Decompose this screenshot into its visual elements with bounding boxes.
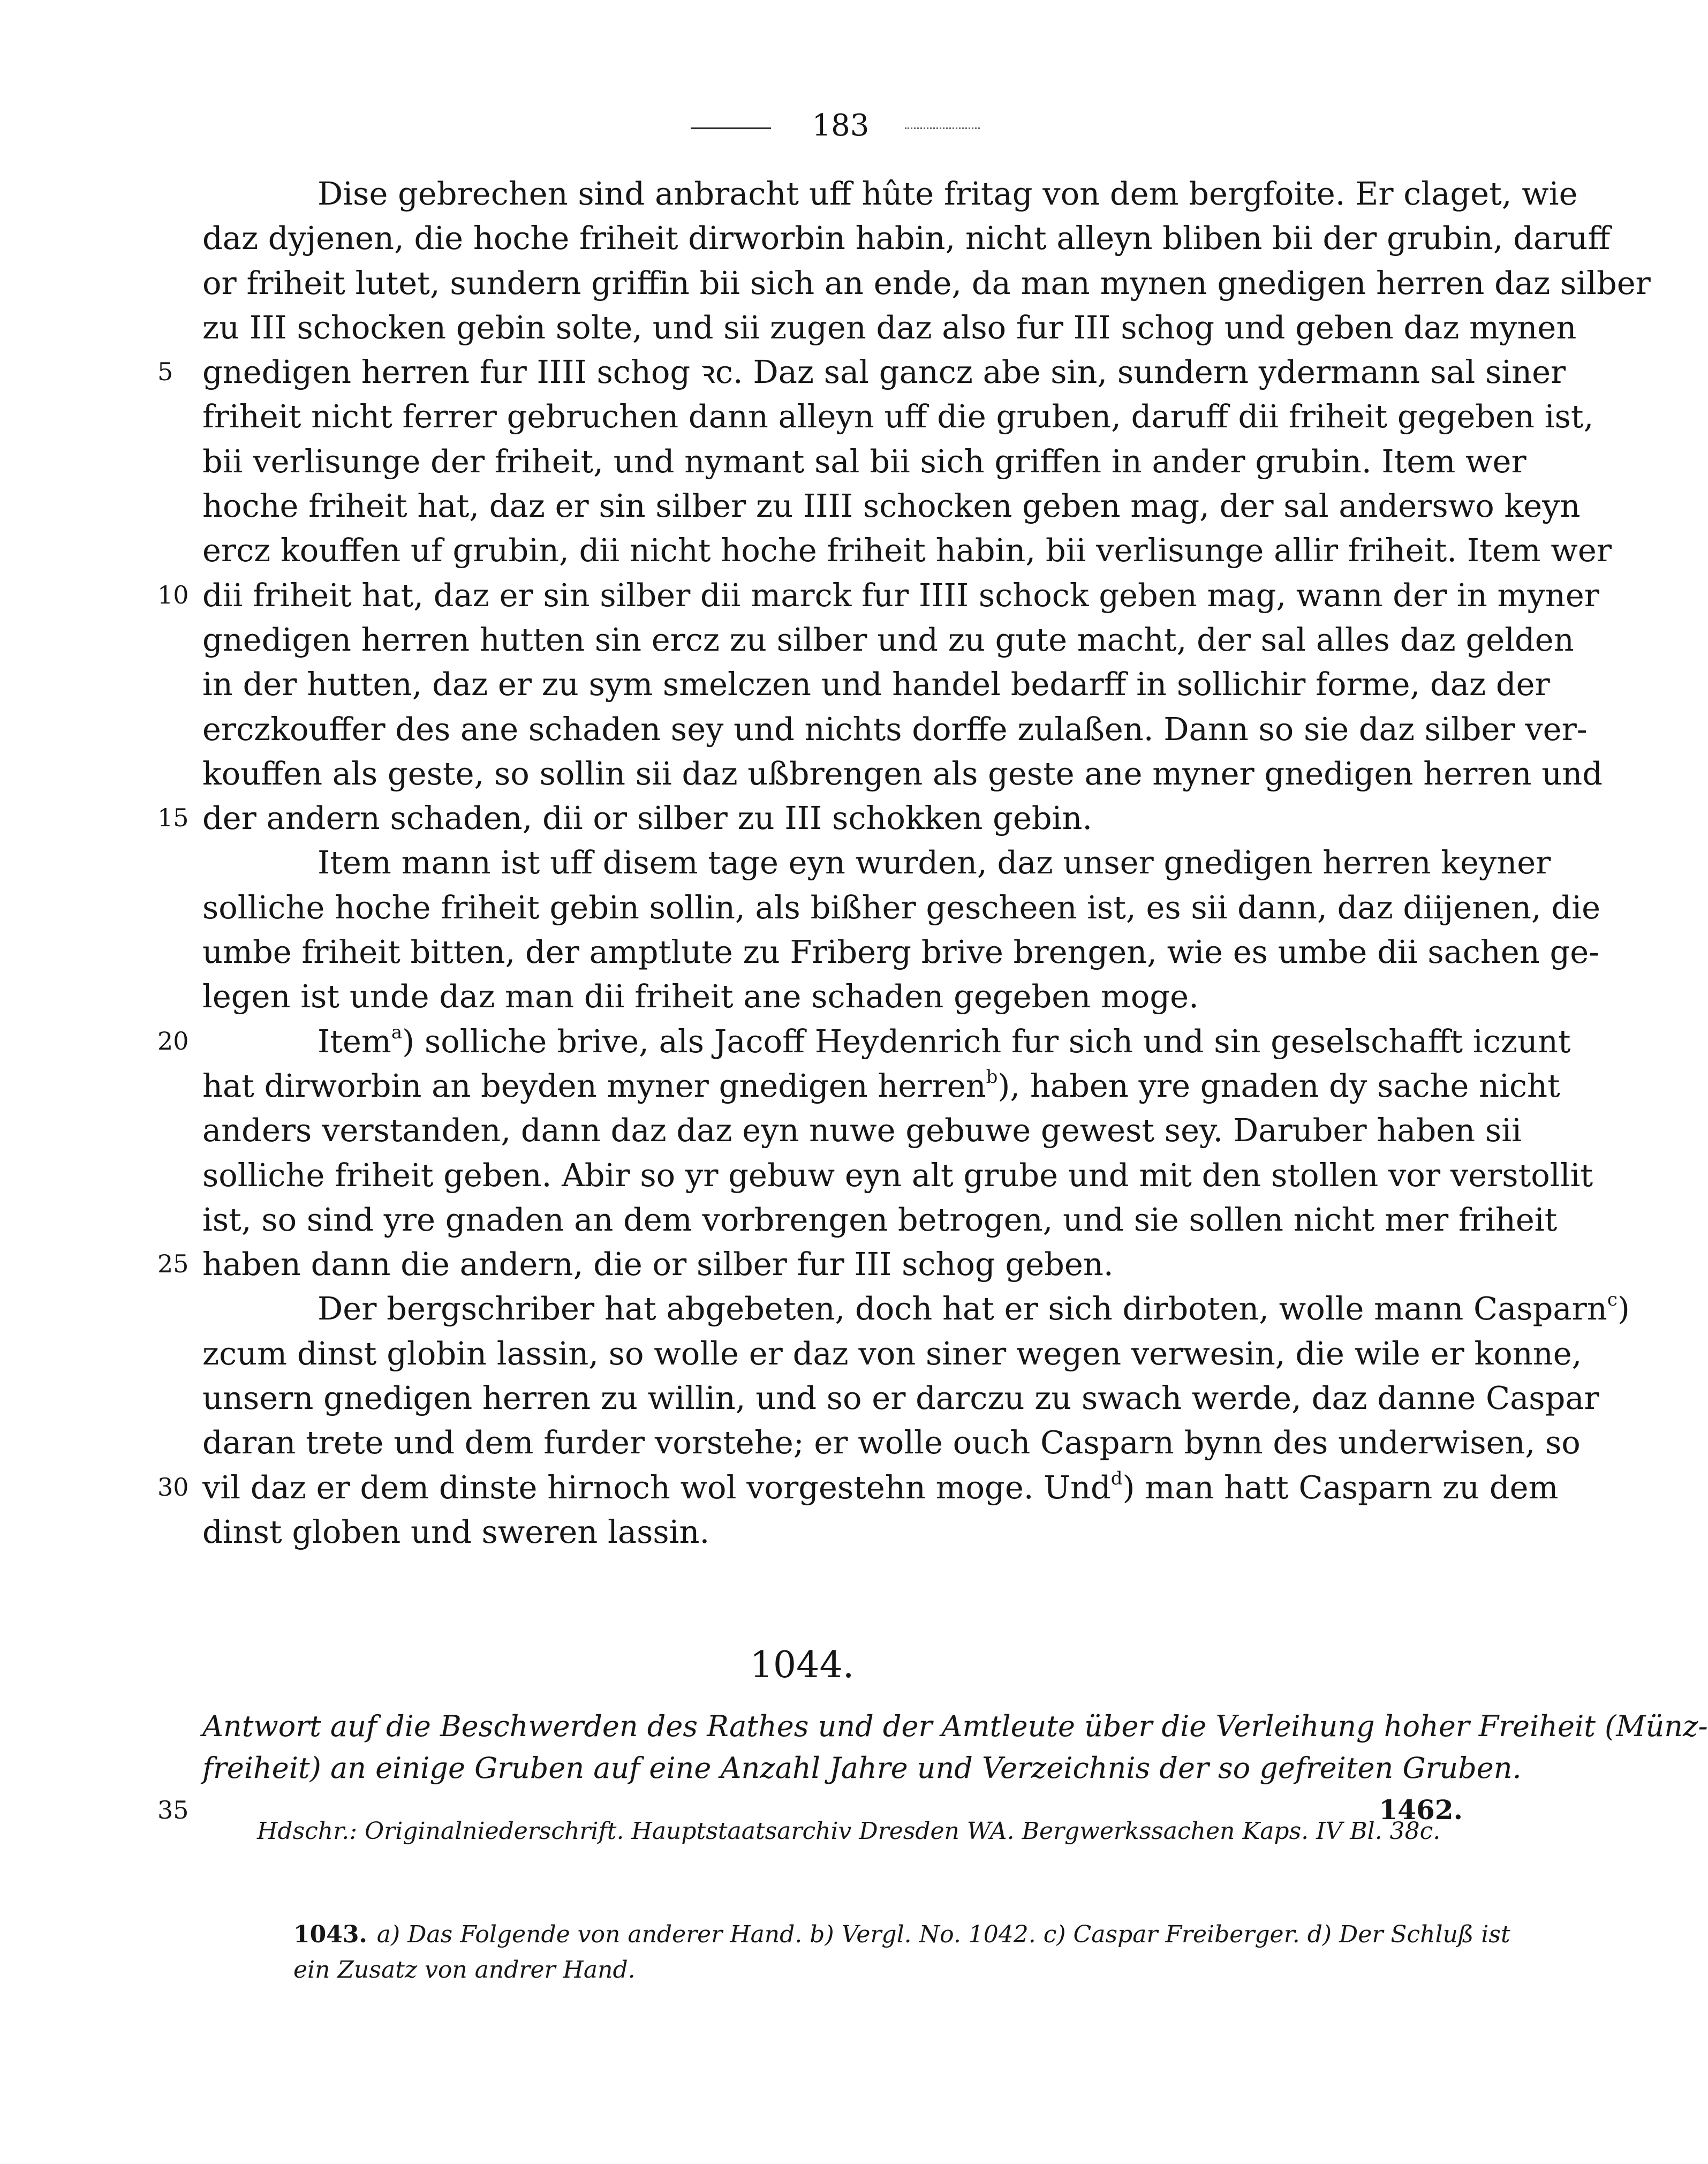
line-text [202, 1420, 1581, 1465]
line-text-segment: umbe friheit bitten, der amptlute zu Friberg brive brengen, wie es umbe dii sachen ge- [202, 933, 1600, 971]
line-text [202, 171, 1578, 216]
line-text [202, 1019, 1571, 1064]
line-text-segment: kouffen als geste, so sollin sii daz ußbrengen als geste ane myner gnedigen herren und [202, 755, 1603, 792]
line-text [202, 439, 1526, 484]
line-text [202, 305, 1577, 350]
footnote-marker: a [391, 1021, 403, 1043]
line-text-segment: ) man hatt Casparn zu dem [1122, 1468, 1559, 1506]
footnote-line [293, 1917, 1510, 1952]
line-number: 30 [157, 1472, 189, 1502]
line-text-segment: gnedigen herren hutten sin ercz zu silber und zu gute macht, der sal alles daz gelden [202, 621, 1574, 658]
line-text-segment: daran trete und dem furder vorstehe; er wolle ouch Casparn bynn des underwisen, so [202, 1424, 1581, 1461]
line-text-segment: or friheit lutet, sundern griffin bii sich an ende, da man mynen gnedigen herren daz silber [202, 264, 1651, 301]
text-line [202, 1153, 1593, 1197]
line-text-segment: Der bergschriber hat abgebeten, doch hat er sich dirboten, wolle mann Casparn [318, 1290, 1607, 1328]
text-line [202, 1286, 1630, 1331]
text-line [202, 885, 1601, 930]
line-text-segment: der andern schaden, dii or silber zu III schokken gebin. [202, 800, 1093, 837]
line-text-segment: solliche hoche friheit gebin sollin, als bißher gescheen ist, es sii dann, daz diijenen, die [202, 888, 1601, 926]
line-text-segment: zcum dinst globin lassin, so wolle er daz von siner wegen verwesin, die wile er konne, [202, 1334, 1582, 1372]
line-text-segment: gnedigen herren fur IIII schog ꝛc. Daz sal gancz abe sin, sundern ydermann sal siner [202, 353, 1566, 391]
document-number: 1044. [750, 1644, 855, 1686]
line-text-segment: haben dann die andern, die or silber fur III schog geben. [202, 1246, 1114, 1283]
text-line [157, 1242, 1463, 1286]
line-text [202, 1064, 1560, 1108]
text-line [202, 974, 1463, 1019]
line-text [202, 974, 1463, 1019]
line-text-segment: ) solliche brive, als Jacoff Heydenrich fur sich und sin geselschafft iczunt [402, 1022, 1571, 1060]
document-year: 1462. [1379, 1794, 1463, 1826]
text-line [202, 439, 1526, 484]
line-text [202, 662, 1550, 706]
text-line [202, 1420, 1581, 1465]
line-text [202, 840, 1551, 885]
document-summary [157, 1706, 1708, 1831]
line-text-segment: vil daz er dem dinste hirnoch wol vorgestehn moge. Und [202, 1468, 1111, 1506]
line-text-segment: erczkouffer des ane schaden sey und nichts dorffe zulaßen. Dann so sie daz silber ver- [202, 710, 1588, 748]
line-text [202, 1286, 1630, 1331]
text-line [202, 840, 1551, 885]
text-line [157, 1465, 1559, 1510]
text-line [202, 305, 1577, 350]
footnote-line [293, 1952, 1463, 1988]
text-line [202, 1331, 1582, 1376]
line-text [202, 216, 1611, 260]
text-line [202, 1510, 1463, 1554]
line-number: 5 [157, 357, 173, 387]
text-line [202, 707, 1588, 751]
line-text-segment: zu III schocken gebin solte, und sii zugen daz also fur III schog und geben daz mynen [202, 308, 1577, 346]
text-line [202, 394, 1594, 439]
line-text [202, 1376, 1599, 1420]
line-text-segment: ) [1617, 1290, 1630, 1328]
text-line [202, 261, 1651, 305]
line-text [202, 617, 1574, 662]
line-number: 10 [157, 580, 189, 609]
main-text [157, 171, 1651, 1554]
footnote-marker: d [1110, 1467, 1123, 1489]
line-text-segment: hoche friheit hat, daz er sin silber zu IIII schocken geben mag, der sal anderswo keyn [202, 487, 1581, 525]
line-text [202, 261, 1651, 305]
line-text-segment: Item [318, 1022, 391, 1060]
line-text-segment: Item mann ist uff disem tage eyn wurden, daz unser gnedigen herren keyner [318, 844, 1551, 881]
text-line [202, 528, 1612, 572]
line-text [202, 573, 1599, 617]
text-line [202, 930, 1600, 974]
header-rule-right [905, 127, 980, 129]
line-text [202, 528, 1612, 572]
summary-line [202, 1706, 1708, 1747]
footnote-marker: c [1607, 1289, 1618, 1311]
text-line [202, 751, 1603, 796]
line-text [202, 1331, 1582, 1376]
line-number: 35 [157, 1796, 189, 1824]
page-number: 183 [812, 108, 870, 143]
text-line [202, 216, 1611, 260]
line-text-segment: solliche friheit geben. Abir so yr gebuw eyn alt grube und mit den stollen vor verstollit [202, 1156, 1593, 1194]
line-text-segment: legen ist unde daz man dii friheit ane schaden gegeben moge. [202, 978, 1199, 1015]
text-line [157, 573, 1599, 617]
text-line [202, 1376, 1599, 1420]
line-text-segment: ), haben yre gnaden dy sache nicht [997, 1067, 1560, 1104]
footnote-text: a) Das Folgende von anderer Hand. b) Vergl. No. 1042. c) Caspar Freiberger. d) Der Schluß ist [376, 1921, 1510, 1948]
header-rule-left [691, 127, 771, 129]
line-text-segment: unsern gnedigen herren zu willin, und so er darczu zu swach werde, daz danne Caspar [202, 1379, 1599, 1417]
line-text [202, 751, 1603, 796]
text-line [157, 350, 1566, 394]
line-text [202, 1242, 1463, 1286]
line-text [202, 350, 1566, 394]
text-line [202, 1064, 1560, 1108]
line-text-segment: friheit nicht ferrer gebruchen dann alleyn uff die gruben, daruff dii friheit gegeben ist, [202, 398, 1594, 435]
line-text-segment: anders verstanden, dann daz daz eyn nuwe gebuwe gewest sey. Daruber haben sii [202, 1112, 1522, 1149]
text-line [202, 617, 1574, 662]
line-text-segment: dii friheit hat, daz er sin silber dii marck fur IIII schock geben mag, wann der in myner [202, 576, 1599, 614]
line-text-segment: hat dirworbin an beyden myner gnedigen herren [202, 1067, 986, 1104]
summary-line [202, 1747, 1522, 1789]
source-citation: Hdschr.: Originalniederschrift. Hauptstaatsarchiv Dresden WA. Bergwerkssachen Kaps. IV Bl. 38c. [257, 1818, 1441, 1845]
text-line [202, 1108, 1522, 1152]
line-text [202, 484, 1581, 528]
footnote-text: ein Zusatz von andrer Hand. [293, 1956, 636, 1984]
summary-text: freiheit) an einige Gruben auf eine Anzahl Jahre und Verzeichnis der so gefreiten Gruben. [202, 1751, 1522, 1785]
footnotes [293, 1917, 1510, 1988]
line-text-segment: dinst globen und sweren lassin. [202, 1513, 710, 1550]
line-number: 15 [157, 803, 189, 833]
line-text-segment: ist, so sind yre gnaden an dem vorbrengen betrogen, und sie sollen nicht mer friheit [202, 1201, 1558, 1238]
footnote-document-number: 1043. [293, 1921, 367, 1948]
text-line [202, 662, 1550, 706]
text-line [202, 171, 1578, 216]
line-text-segment: in der hutten, daz er zu sym smelczen und handel bedarff in sollichir forme, daz der [202, 666, 1550, 703]
line-text [202, 885, 1601, 930]
text-line [202, 484, 1581, 528]
summary-text: Antwort auf die Beschwerden des Rathes und der Amtleute über die Verleihung hoher Freiheit (Münz- [202, 1709, 1708, 1743]
line-number: 20 [157, 1026, 189, 1055]
line-text [202, 1197, 1558, 1242]
line-text-segment: bii verlisunge der friheit, und nymant sal bii sich griffen in ander grubin. Item wer [202, 442, 1526, 480]
text-line [157, 1019, 1571, 1064]
line-number: 25 [157, 1249, 189, 1279]
line-text-segment: Dise gebrechen sind anbracht uff hûte fritag von dem bergfoite. Er claget, wie [318, 175, 1578, 212]
line-text [202, 1153, 1593, 1197]
text-line [202, 1197, 1558, 1242]
line-text-segment: daz dyjenen, die hoche friheit dirworbin habin, nicht alleyn bliben bii der grubin, daruff [202, 220, 1611, 257]
line-text [202, 707, 1588, 751]
line-text [202, 1108, 1522, 1152]
page-header [0, 107, 1604, 145]
line-text [202, 394, 1594, 439]
footnote-marker: b [986, 1066, 998, 1088]
line-text [202, 930, 1600, 974]
line-text [202, 1465, 1559, 1510]
text-line [157, 796, 1463, 840]
line-text [202, 796, 1463, 840]
line-text [202, 1510, 1463, 1554]
line-text-segment: ercz kouffen uf grubin, dii nicht hoche friheit habin, bii verlisunge allir friheit. Item wer [202, 532, 1612, 569]
